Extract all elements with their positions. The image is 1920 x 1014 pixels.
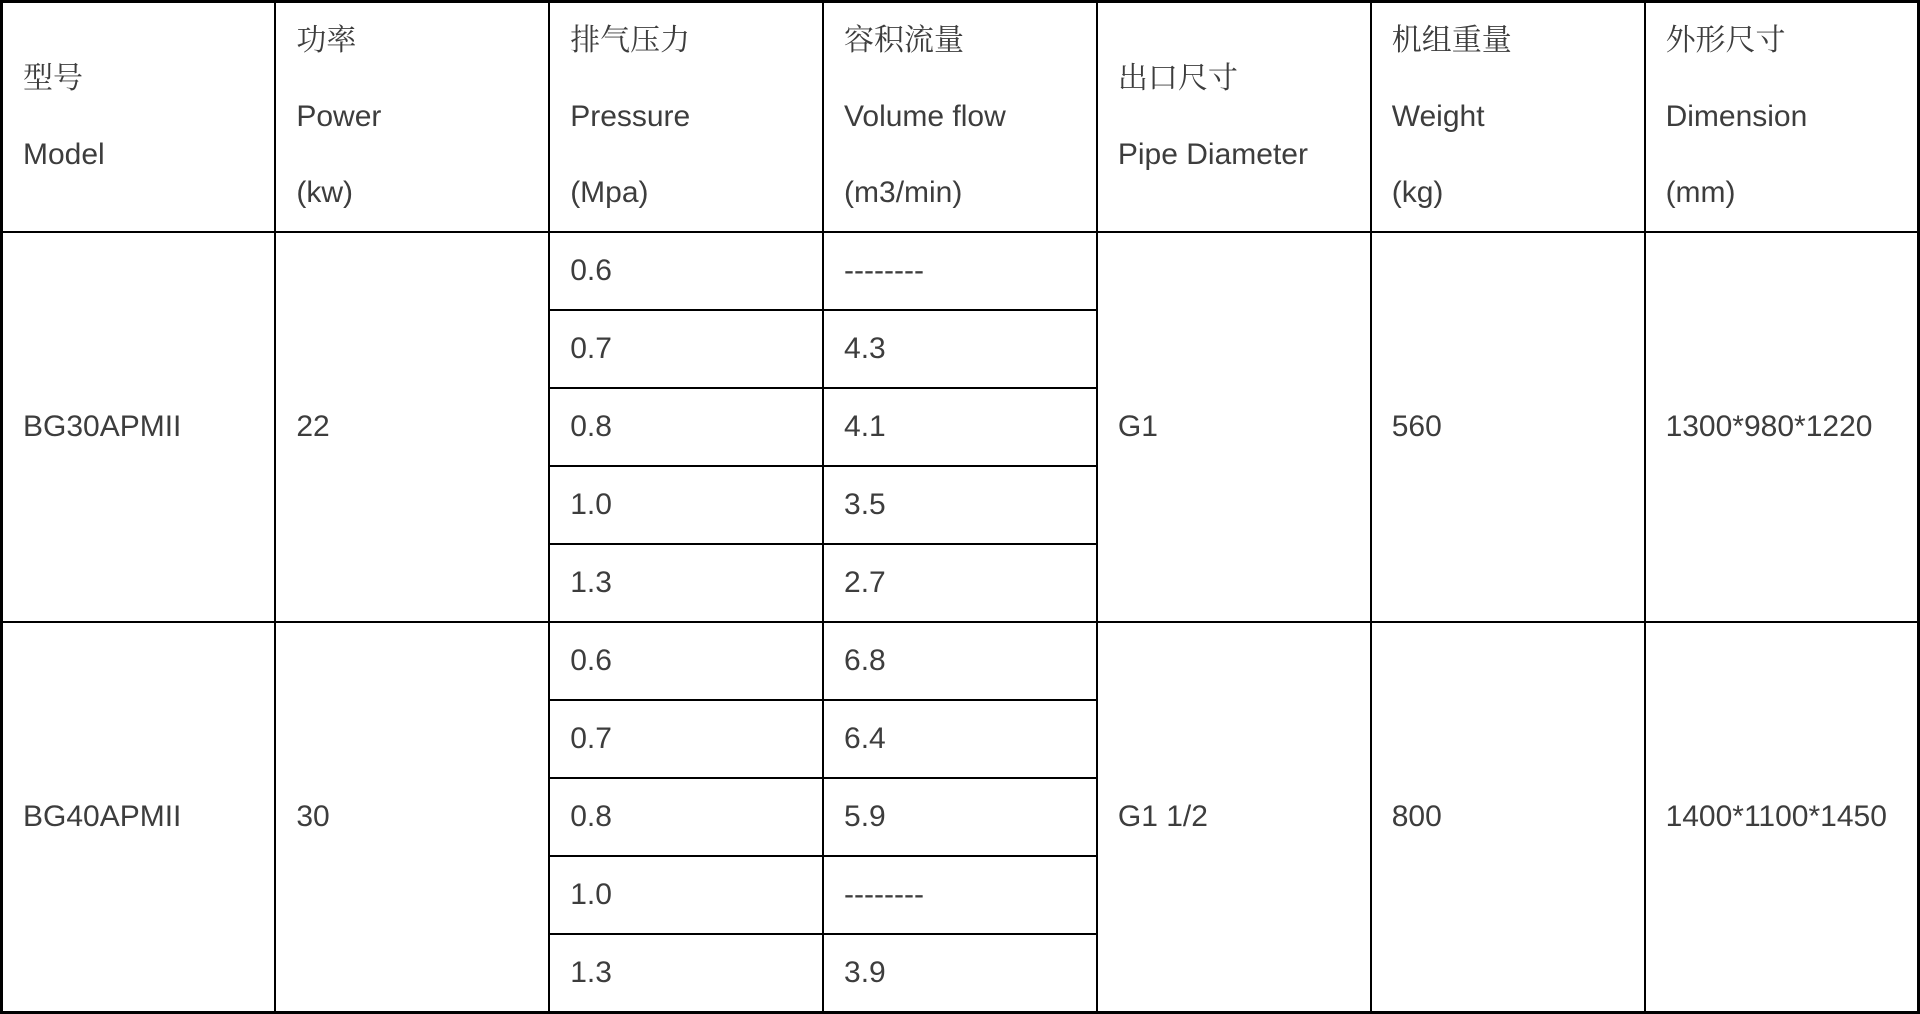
flow-cell: 3.9 [823,934,1097,1012]
header-volume-flow [823,2,1097,233]
model-cell: BG30APMII [2,232,276,622]
flow-cell: 3.5 [823,466,1097,544]
pressure-cell: 0.7 [549,310,823,388]
flow-cell: 4.1 [823,388,1097,466]
flow-cell: -------- [823,232,1097,310]
flow-cell: 2.7 [823,544,1097,622]
header-weight-unit: (kg) [1391,176,1444,209]
header-power [275,2,549,233]
pressure-cell: 0.6 [549,622,823,700]
pipe-diameter-cell: G1 [1097,232,1371,622]
header-dimension-unit: (mm) [1665,176,1736,209]
power-cell: 22 [275,232,549,622]
header-pressure-en: Pressure [570,100,691,133]
dimension-cell: 1400*1100*1450 [1645,622,1919,1012]
flow-cell: -------- [823,856,1097,934]
header-dimension-zh: 外形尺寸 [1665,24,1786,57]
pressure-cell: 1.3 [549,544,823,622]
pressure-cell: 0.6 [549,232,823,310]
header-dimension-en: Dimension [1665,100,1808,133]
pressure-cell: 1.0 [549,466,823,544]
flow-cell: 6.4 [823,700,1097,778]
header-row [2,2,1919,233]
pressure-cell: 1.3 [549,934,823,1012]
pressure-cell: 0.8 [549,778,823,856]
header-pipe-diameter-zh: 出口尺寸 [1117,62,1238,95]
weight-cell: 800 [1371,622,1645,1012]
flow-cell: 6.8 [823,622,1097,700]
pressure-cell: 1.0 [549,856,823,934]
power-cell: 30 [275,622,549,1012]
model-cell: BG40APMII [2,622,276,1012]
flow-cell: 4.3 [823,310,1097,388]
table-row [2,622,1919,700]
header-pipe-diameter [1097,2,1371,233]
header-volume-flow-zh: 容积流量 [844,24,965,57]
weight-cell: 560 [1371,232,1645,622]
header-weight [1371,2,1645,233]
header-pressure-unit: (Mpa) [570,176,649,209]
header-power-en: Power [296,100,382,133]
header-volume-flow-unit: (m3/min) [844,176,963,209]
flow-cell: 5.9 [823,778,1097,856]
dimension-cell: 1300*980*1220 [1645,232,1919,622]
header-model-zh: 型号 [23,62,83,95]
header-weight-zh: 机组重量 [1391,24,1512,57]
table-row [2,232,1919,310]
header-model-en: Model [23,138,105,171]
header-model [2,2,276,233]
pipe-diameter-cell: G1 1/2 [1097,622,1371,1012]
header-pressure-zh: 排气压力 [570,24,691,57]
header-pipe-diameter-en: Pipe Diameter [1117,138,1308,171]
header-power-zh: 功率 [296,24,357,57]
header-power-unit: (kw) [296,176,353,209]
header-weight-en: Weight [1391,100,1485,133]
header-dimension [1645,2,1919,233]
header-pressure [549,2,823,233]
pressure-cell: 0.7 [549,700,823,778]
pressure-cell: 0.8 [549,388,823,466]
header-volume-flow-en: Volume flow [844,100,1006,133]
